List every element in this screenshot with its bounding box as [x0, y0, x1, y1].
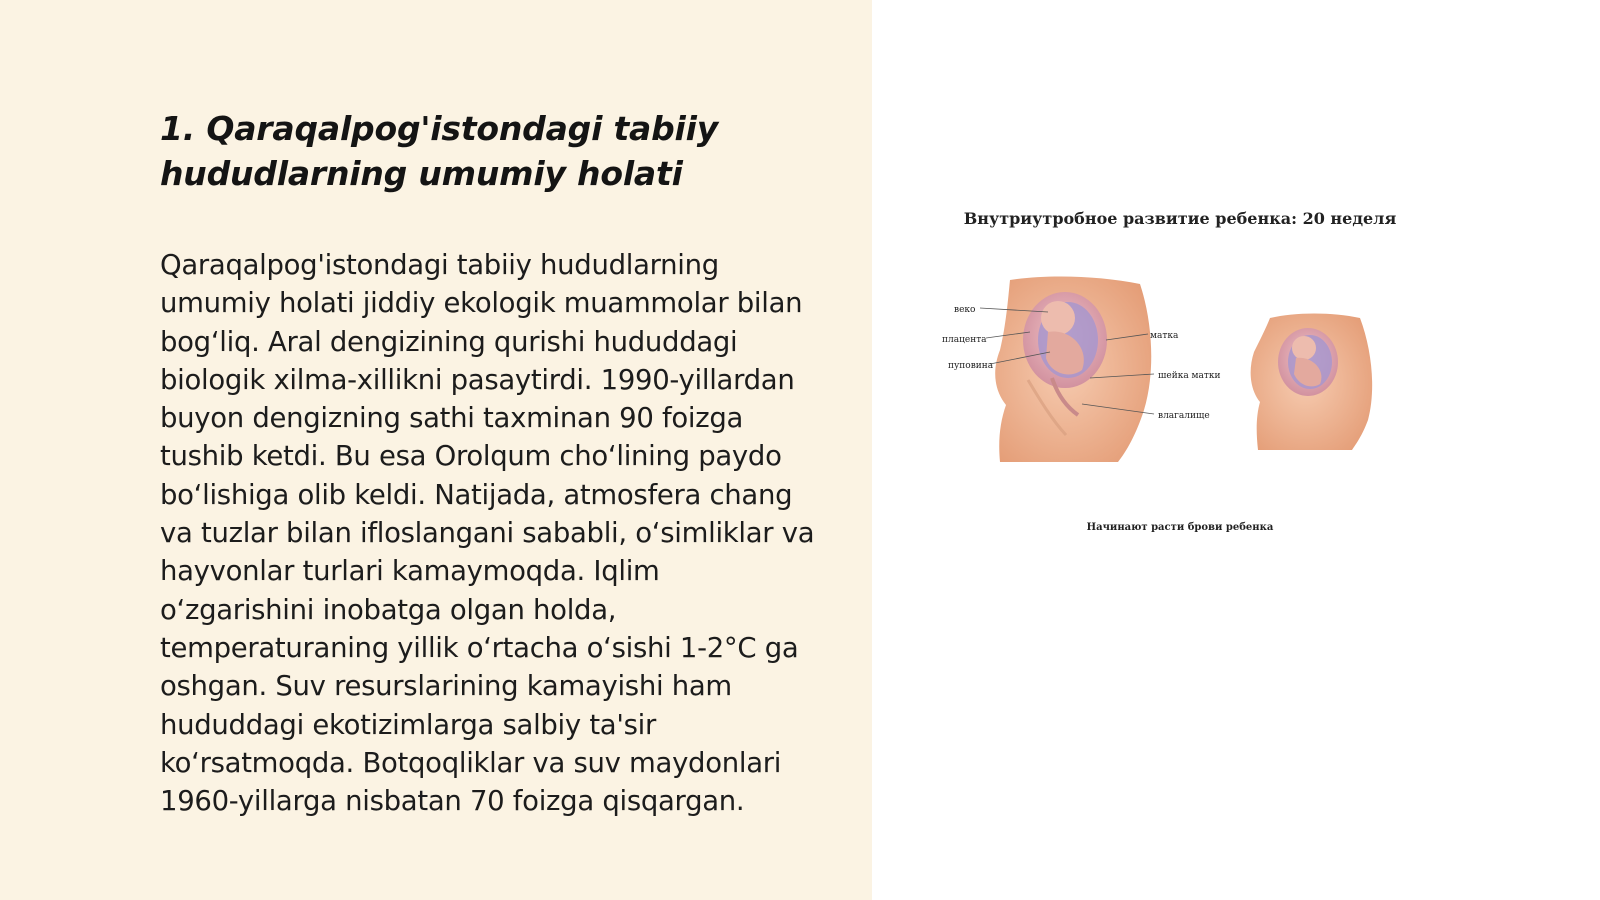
slide-title: 1. Qaraqalpog'istondagi tabiiy hududlarning umumiy holati: [160, 109, 719, 193]
small-torso-drawing: [1251, 314, 1373, 451]
label-veko: веко: [954, 305, 976, 315]
slide-body-text: Qaraqalpog'istondagi tabiiy hududlarning umumiy holati jiddiy ekologik muammolar bilan bog‘liq. Aral dengizining qurishi hududdagi biologik xilma-xillikni pasaytirdi. 1990-yillardan buyon dengizning sathi taxminan 90 foizga tushib ketdi. Bu esa Orolqum cho‘lining paydo bo‘lishiga olib keldi. Natijada, atmosfera chang va tuzlar bilan ifloslangani sababli, o‘simliklar va hayvonlar turlari kamaymoqda. Iqlim o‘zgarishini inobatga olgan holda, temperaturaning yillik o‘rtacha o‘sishi 1-2°C ga oshgan. Suv resurslarining kamayishi ham hududdagi ekotizimlarga salbiy ta'sir ko‘rsatmoqda. Botqoqliklar va suv maydonlari 1960-yillarga nisbatan 70 foizga qisqargan.: [160, 249, 815, 818]
large-torso-drawing: [995, 277, 1151, 462]
figure-caption: Начинают расти брови ребенка: [1086, 522, 1274, 533]
label-uterus: матка: [1150, 331, 1179, 341]
label-cervix: шейка матки: [1158, 371, 1221, 381]
label-placenta: плацента: [942, 335, 987, 345]
figure-title: Внутриутробное развитие ребенка: 20 неделя: [963, 209, 1397, 228]
fetal-development-illustration: [940, 200, 1420, 560]
label-umbilical-cord: пуповина: [948, 361, 994, 371]
label-vagina: влагалище: [1158, 411, 1210, 421]
